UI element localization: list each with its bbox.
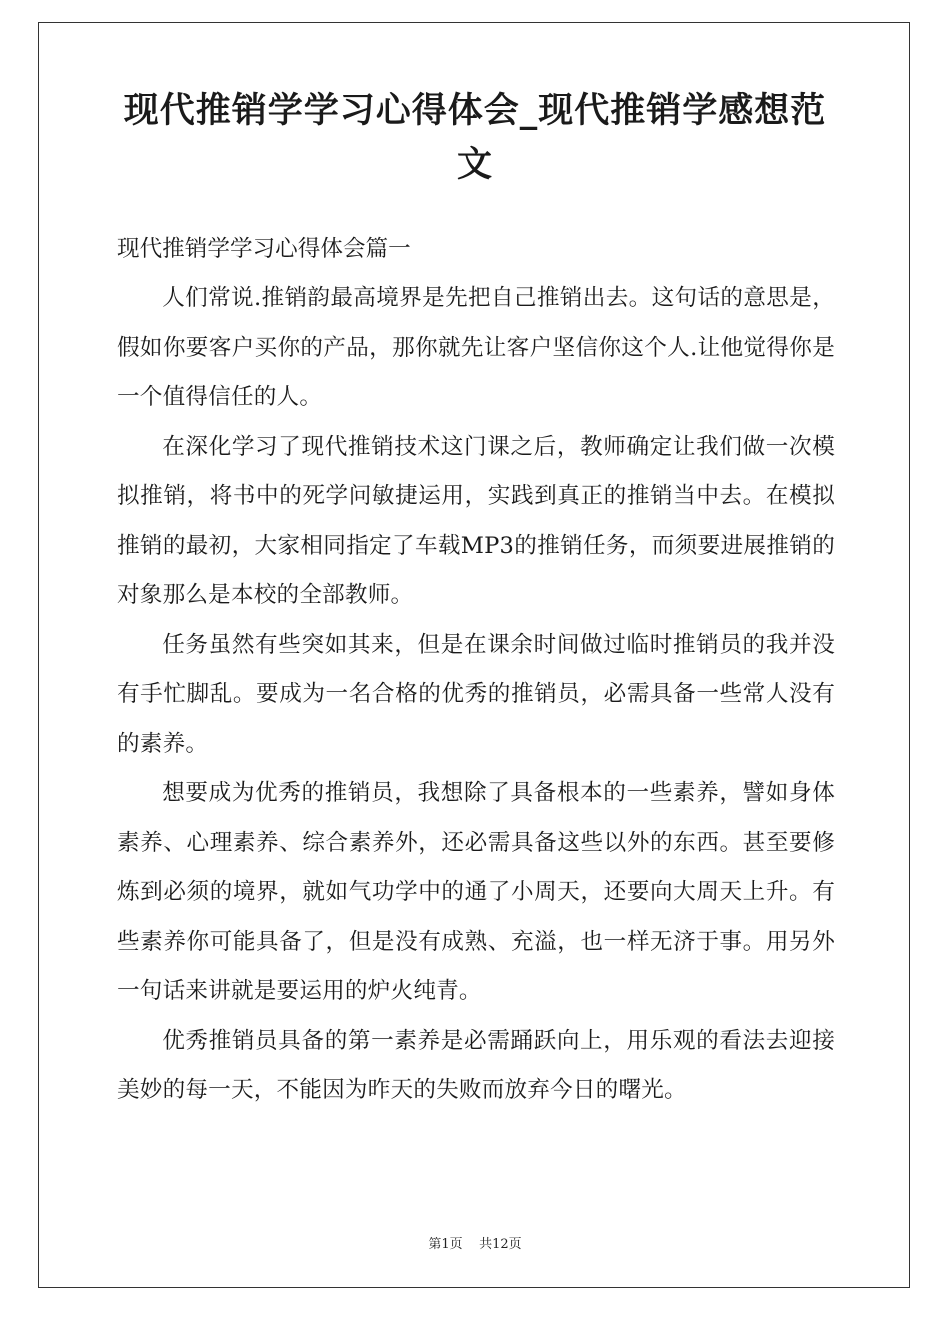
section-heading: 现代推销学学习心得体会篇一 <box>117 236 411 262</box>
document-body <box>117 224 835 1116</box>
paragraph-1: 人们常说.推销韵最高境界是先把自己推销出去。这句话的意思是，假如你要客户买你的产品，那你就先让客户坚信你这个人.让他觉得你是一个值得信任的人。 <box>117 285 835 410</box>
page-number-footer: 第1页 共12页 <box>428 1237 522 1252</box>
document-title: 现代推销学学习心得体会_现代推销学感想范文 <box>123 90 827 185</box>
paragraph-2: 在深化学习了现代推销技术这门课之后，教师确定让我们做一次模拟推销，将书中的死学问敏捷运用，实践到真正的推销当中去。在模拟推销的最初，大家相同指定了车载MP3的推销任务，而须要进展推销的对象那么是本校的全部教师。 <box>117 433 835 608</box>
paragraph-4: 想要成为优秀的推销员，我想除了具备根本的一些素养，譬如身体素养、心理素养、综合素养外，还必需具备这些以外的东西。甚至要修炼到必须的境界，就如气功学中的通了小周天，还要向大周天上升。有些素养你可能具备了，但是没有成熟、充溢，也一样无济于事。用另外一句话来讲就是要运用的炉火纯青。 <box>117 780 835 1004</box>
paragraph-3: 任务虽然有些突如其来，但是在课余时间做过临时推销员的我并没有手忙脚乱。要成为一名合格的优秀的推销员，必需具备一些常人没有的素养。 <box>117 631 835 757</box>
paragraph-5: 优秀推销员具备的第一素养是必需踊跃向上，用乐观的看法去迎接美妙的每一天，不能因为昨天的失败而放弃今日的曙光。 <box>117 1027 835 1103</box>
